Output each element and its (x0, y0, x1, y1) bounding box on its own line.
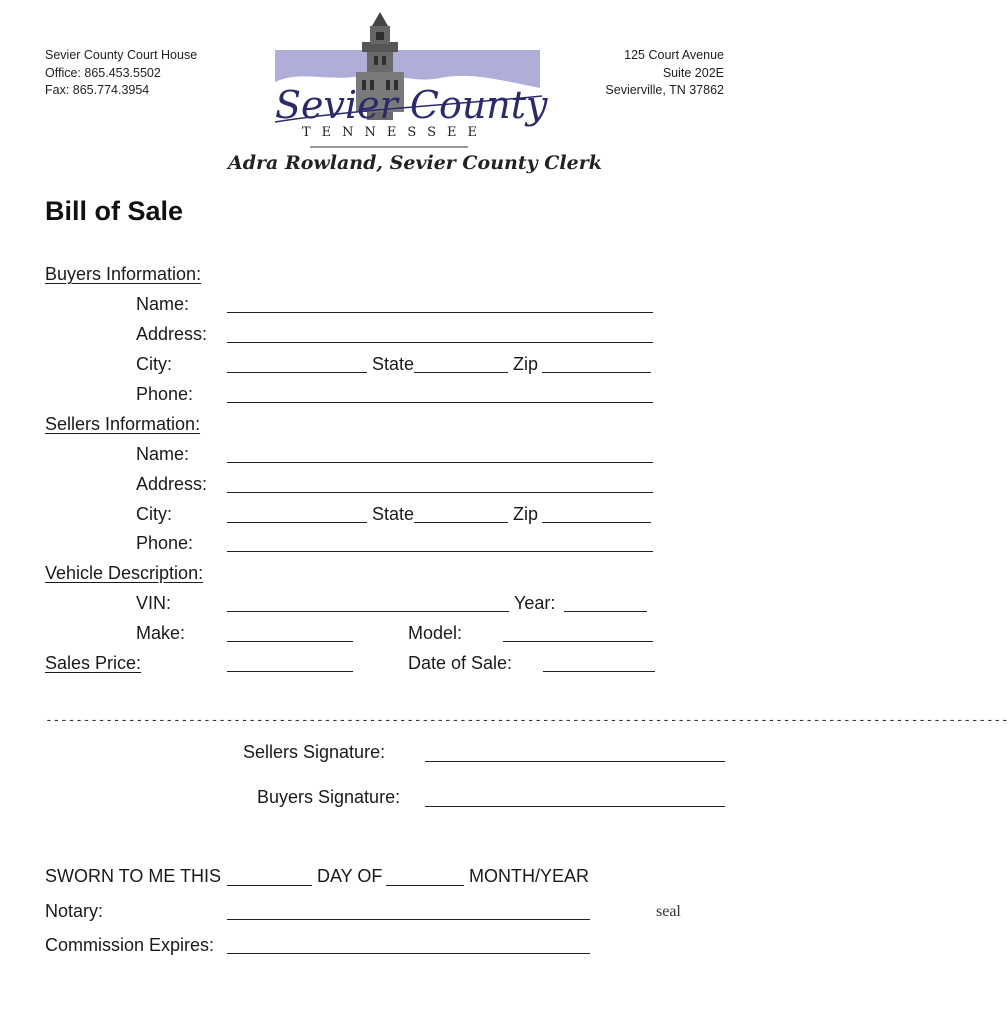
seal-label: seal (656, 903, 681, 920)
sellers-signature-label: Sellers Signature: (243, 742, 386, 762)
seller-phone-field[interactable] (227, 551, 653, 552)
buyers-signature-label: Buyers Signature: (257, 787, 401, 807)
buyer-state-label: State (372, 354, 415, 374)
date-of-sale-label: Date of Sale: (408, 653, 513, 673)
vin-label: VIN: (136, 593, 172, 613)
buyer-city-label: City: (136, 354, 172, 374)
month-year-field[interactable] (386, 885, 464, 886)
commission-expires-label: Commission Expires: (45, 935, 215, 955)
buyer-zip-label: Zip (513, 354, 539, 374)
sworn-day-field[interactable] (227, 885, 312, 886)
seller-address-field[interactable] (227, 492, 653, 493)
buyer-name-field[interactable] (227, 312, 653, 313)
vehicle-heading: Vehicle Description: (45, 563, 204, 583)
commission-expires-field[interactable] (227, 953, 590, 954)
sales-price-label: Sales Price: (45, 653, 142, 673)
buyers-heading: Buyers Information: (45, 264, 202, 284)
logo-script-text: Sevier County (275, 83, 548, 127)
logo-state-text: TENNESSEE (302, 125, 488, 140)
buyer-phone-field[interactable] (227, 402, 653, 403)
day-of-label: DAY OF (317, 866, 383, 886)
sellers-heading: Sellers Information: (45, 414, 201, 434)
year-label: Year: (514, 593, 556, 613)
vin-field[interactable] (227, 611, 509, 612)
month-year-label: MONTH/YEAR (469, 866, 590, 886)
buyers-signature-field[interactable] (425, 806, 725, 807)
seller-address-label: Address: (136, 474, 208, 494)
sales-price-field[interactable] (227, 671, 353, 672)
street-address: 125 Court Avenue (624, 48, 724, 62)
courthouse-name: Sevier County Court House (45, 48, 198, 62)
sevier-county-logo (270, 10, 550, 155)
notary-field[interactable] (227, 919, 590, 920)
county-clerk-name: Adra Rowland, Sevier County Clerk (228, 152, 602, 174)
page-title: Bill of Sale (45, 196, 184, 226)
office-address-block (45, 47, 197, 100)
seller-city-label: City: (136, 504, 172, 524)
suite: Suite 202E (662, 65, 724, 80)
office-phone: Office: 865.453.5502 (45, 65, 161, 80)
seller-name-field[interactable] (227, 462, 653, 463)
sworn-label: SWORN TO ME THIS (45, 866, 222, 886)
notary-label: Notary: (45, 901, 104, 921)
make-field[interactable] (227, 641, 353, 642)
street-address-block (605, 47, 724, 100)
fax-number: Fax: 865.774.3954 (45, 83, 150, 97)
dashed-separator: -------------------------------------------------------------------------------------------------------------------------------- (45, 713, 1008, 728)
seller-zip-label: Zip (513, 504, 539, 524)
model-field[interactable] (503, 641, 653, 642)
buyer-state-field[interactable] (414, 372, 508, 373)
sellers-signature-field[interactable] (425, 761, 725, 762)
date-of-sale-field[interactable] (543, 671, 655, 672)
seller-name-label: Name: (136, 444, 190, 464)
buyer-name-label: Name: (136, 294, 190, 314)
seller-zip-field[interactable] (542, 522, 651, 523)
seller-city-field[interactable] (227, 522, 367, 523)
model-label: Model: (408, 623, 463, 643)
seller-state-label: State (372, 504, 415, 524)
city-state-zip: Sevierville, TN 37862 (605, 83, 724, 97)
buyer-address-field[interactable] (227, 342, 653, 343)
buyer-city-field[interactable] (227, 372, 367, 373)
buyer-address-label: Address: (136, 324, 208, 344)
buyer-zip-field[interactable] (542, 372, 651, 373)
year-field[interactable] (564, 611, 647, 612)
buyer-phone-label: Phone: (136, 384, 194, 404)
seller-state-field[interactable] (414, 522, 508, 523)
seller-phone-label: Phone: (136, 533, 194, 553)
make-label: Make: (136, 623, 186, 643)
